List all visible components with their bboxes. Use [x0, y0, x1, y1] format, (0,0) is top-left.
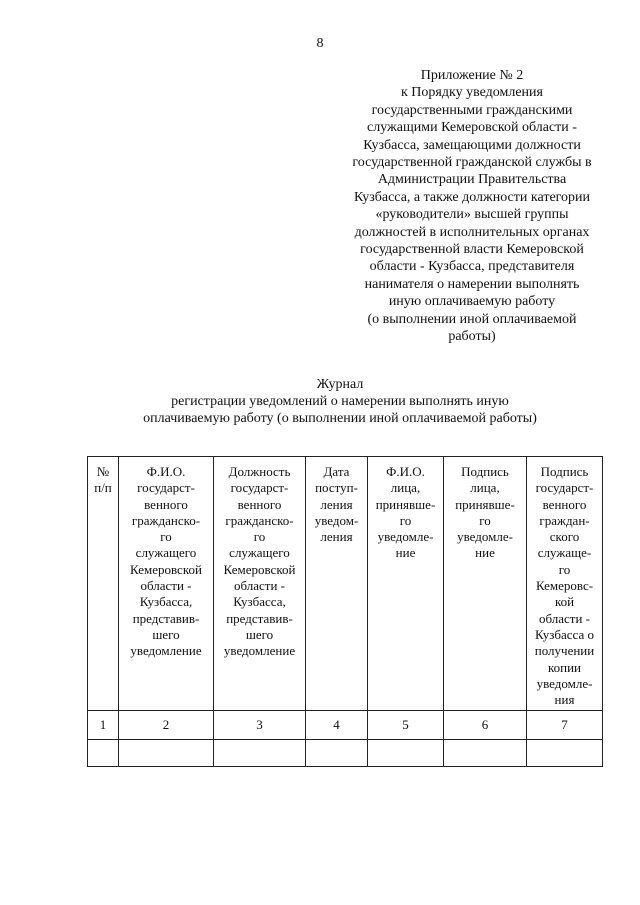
- column-header-line: служащего: [229, 545, 290, 561]
- column-number-cell: 7: [527, 711, 603, 740]
- appendix-line: Администрации Правительства: [377, 172, 567, 188]
- empty-cell[interactable]: [368, 740, 444, 767]
- column-header-line: Подпись: [540, 464, 589, 479]
- column-header-line: области -: [233, 578, 286, 594]
- column-header-line: венного: [144, 496, 188, 512]
- column-header: [306, 457, 368, 711]
- column-header-line: уведомление: [130, 643, 202, 659]
- column-header-line: принявше-: [455, 496, 515, 512]
- column-header-line: государст-: [535, 480, 594, 496]
- column-header: [527, 457, 603, 711]
- column-header-line: области -: [538, 610, 591, 626]
- column-header-line: лица,: [390, 480, 421, 496]
- column-header-line: области -: [140, 578, 192, 594]
- appendix-caption: [322, 67, 622, 346]
- empty-cell[interactable]: [214, 740, 306, 767]
- column-header-line: поступ-: [315, 480, 358, 496]
- column-header-line: принявше-: [375, 496, 436, 512]
- column-number-cell: 6: [444, 711, 527, 740]
- column-header-line: уведом-: [314, 512, 359, 528]
- column-header-line: го: [558, 561, 571, 577]
- column-header-line: ние: [475, 545, 495, 561]
- appendix-line: к Порядку уведомления: [401, 85, 543, 101]
- appendix-line: государственными гражданскими: [371, 102, 573, 118]
- journal-subtitle-line: регистрации уведомлений о намерении выполнять иную: [171, 394, 509, 409]
- column-header-line: граждан-: [539, 512, 590, 528]
- column-number-row: [88, 711, 603, 740]
- column-number-cell: 4: [306, 711, 368, 740]
- column-header-line: уведомле-: [536, 675, 593, 691]
- appendix-line: (о выполнении иной оплачиваемой: [367, 311, 577, 327]
- column-header-line: Должность: [228, 464, 291, 479]
- column-header-line: венного: [237, 496, 282, 512]
- column-header-line: Ф.И.О.: [386, 464, 425, 479]
- empty-cell[interactable]: [527, 740, 603, 767]
- appendix-line: иную оплачиваемую работу: [388, 294, 556, 310]
- column-header-line: ние: [395, 545, 416, 561]
- column-header-line: государст-: [230, 480, 289, 496]
- column-header-line: го: [399, 512, 412, 528]
- column-header-line: получении: [534, 643, 595, 659]
- column-header-line: кой: [554, 594, 575, 610]
- column-header-line: Дата: [323, 464, 350, 479]
- column-header-line: ского: [549, 529, 580, 545]
- journal-subtitle-line: оплачиваемую работу (о выполнении иной оплачиваемой работы): [143, 411, 537, 426]
- appendix-line: служащими Кемеровской области -: [367, 120, 577, 136]
- column-header-line: ления: [320, 496, 353, 512]
- appendix-line: Кузбасса, а также должности категории: [353, 189, 591, 205]
- column-header-line: го: [479, 512, 491, 528]
- appendix-line: Приложение № 2: [420, 68, 524, 83]
- column-header: [119, 457, 214, 711]
- column-header-line: уведомле-: [377, 529, 434, 545]
- column-header-line: представив-: [132, 610, 200, 626]
- empty-entry-row: [88, 740, 603, 767]
- column-header: [88, 457, 119, 711]
- column-header-line: Подпись: [461, 464, 509, 479]
- appendix-line: нанимателя о намерении выполнять: [364, 276, 580, 292]
- column-header-line: №: [96, 464, 110, 479]
- column-header-line: го: [160, 529, 172, 545]
- column-header-line: Ф.И.О.: [146, 464, 186, 479]
- column-header-line: гражданско-: [225, 512, 294, 528]
- column-header-line: лица,: [470, 480, 500, 496]
- appendix-line: «руководители» высшей группы: [375, 207, 569, 223]
- column-number-cell: 3: [214, 711, 306, 740]
- table-header-row: [88, 457, 603, 711]
- column-header-line: шего: [245, 626, 274, 642]
- column-header-line: ния: [554, 692, 575, 708]
- appendix-line: государственной гражданской службы в: [352, 155, 592, 171]
- empty-cell[interactable]: [119, 740, 214, 767]
- column-header-line: Кузбасса о: [535, 626, 594, 642]
- column-header: [368, 457, 444, 711]
- column-number-cell: 1: [88, 711, 119, 740]
- column-header-line: уведомле-: [457, 529, 513, 545]
- column-header-line: гражданско-: [131, 512, 201, 528]
- column-header-line: Кемеровской: [223, 561, 296, 577]
- empty-cell[interactable]: [444, 740, 527, 767]
- column-header-line: Кемеровской: [130, 561, 202, 577]
- column-header-line: го: [253, 529, 266, 545]
- column-header-line: уведомление: [223, 643, 296, 659]
- column-header-line: Кузбасса,: [233, 594, 286, 610]
- column-header-line: венного: [542, 496, 587, 512]
- journal-heading: [60, 376, 620, 427]
- appendix-line: работы): [448, 329, 496, 345]
- column-header: [444, 457, 527, 711]
- column-header-line: служаще-: [537, 545, 592, 561]
- column-header: [214, 457, 306, 711]
- appendix-line: должностей в исполнительных органах: [354, 224, 590, 240]
- empty-cell[interactable]: [306, 740, 368, 767]
- column-header-line: шего: [152, 626, 180, 642]
- column-header-line: представив-: [226, 610, 293, 626]
- page-number: 8: [316, 36, 324, 51]
- appendix-line: Кузбасса, замещающими должности: [363, 137, 581, 153]
- column-header-line: ления: [320, 529, 353, 545]
- column-header-line: копии: [547, 659, 582, 675]
- journal-title: Журнал: [316, 377, 364, 392]
- column-header-line: служащего: [135, 545, 197, 561]
- column-header-line: Кузбасса,: [139, 594, 193, 610]
- registration-table: [87, 456, 603, 767]
- empty-cell[interactable]: [88, 740, 119, 767]
- column-header-line: Кемеровс-: [535, 578, 594, 594]
- column-header-line: государст-: [137, 480, 195, 496]
- appendix-line: государственной власти Кемеровской: [360, 242, 584, 258]
- column-number-cell: 2: [119, 711, 214, 740]
- column-number-cell: 5: [368, 711, 444, 740]
- appendix-line: области - Кузбасса, представителя: [369, 259, 575, 275]
- column-header-line: п/п: [94, 480, 112, 496]
